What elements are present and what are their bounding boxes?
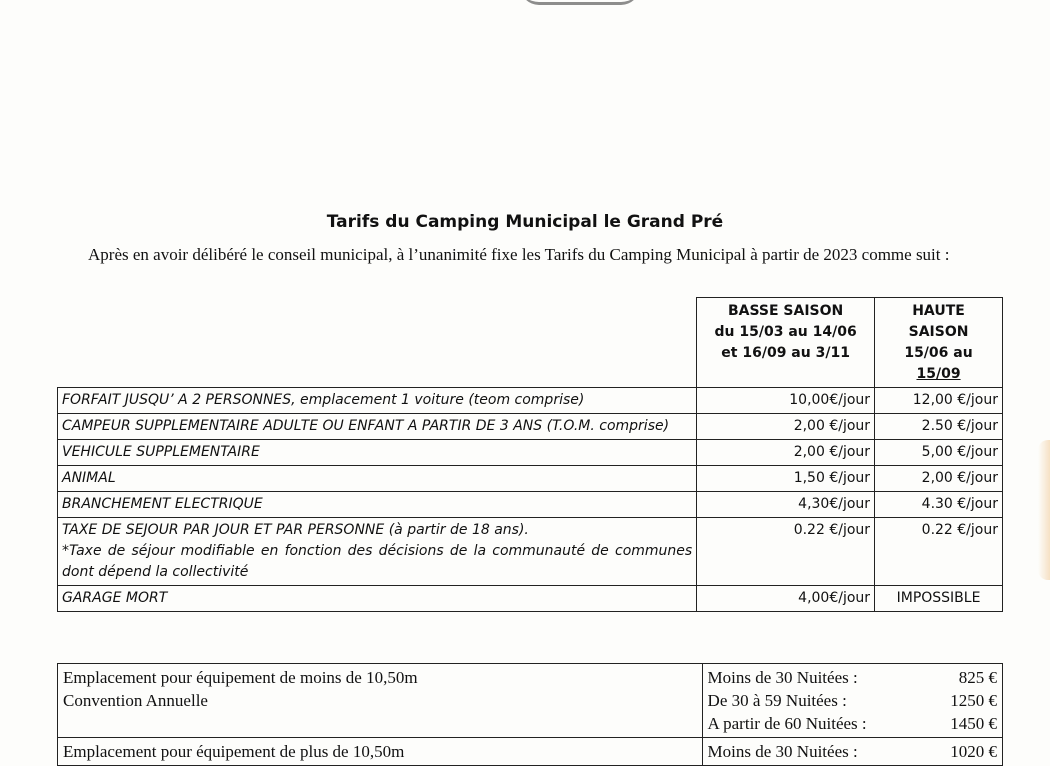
row-label [58,518,697,586]
option-price: 1020 € [950,742,997,761]
convention-prices [702,738,1002,766]
basse-title: BASSE SAISON [727,303,844,319]
table-row [58,466,1003,492]
option-price: 1250 € [950,691,997,710]
row-label: GARAGE MORT [58,586,697,612]
basse-price: 2,00 €/jour [697,440,875,466]
price-option [708,689,997,712]
header-basse-saison [697,298,875,388]
basse-period-1: du 15/03 au 14/06 [714,324,857,340]
tariff-table [57,297,1003,612]
tariff-header-row [58,298,1003,388]
table-row [58,664,1003,738]
row-label: BRANCHEMENT ELECTRIQUE [58,492,697,518]
table-row [58,414,1003,440]
haute-price: 4.30 €/jour [875,492,1003,518]
haute-title-1: HAUTE [912,303,965,319]
basse-price: 0.22 €/jour [697,518,875,586]
table-row [58,738,1003,766]
haute-title-2: SAISON [908,324,969,340]
row-label: FORFAIT JUSQU’ A 2 PERSONNES, emplacement 1 voiture (teom comprise) [58,388,697,414]
option-label: Moins de 30 Nuitées : [707,742,858,761]
haute-price: 5,00 €/jour [875,440,1003,466]
basse-price: 2,00 €/jour [697,414,875,440]
haute-price: 12,00 €/jour [875,388,1003,414]
table-row [58,586,1003,612]
table-row [58,440,1003,466]
haute-price: IMPOSSIBLE [875,586,1003,612]
tax-note: *Taxe de séjour modifiable en fonction des décisions de la communauté de communes dont dépend la collectivité [62,543,693,580]
convention-table [57,663,1003,766]
row-label: CAMPEUR SUPPLEMENTAIRE ADULTE OU ENFANT A PARTIR DE 3 ANS (T.O.M. comprise) [58,414,697,440]
haute-price: 2.50 €/jour [875,414,1003,440]
option-label: De 30 à 59 Nuitées : [707,691,847,710]
equipment-size-label: Emplacement pour équipement de moins de 10,50m [63,668,418,687]
basse-price: 4,30€/jour [697,492,875,518]
convention-type-label: Convention Annuelle [63,691,208,710]
price-option [708,712,997,735]
basse-price: 10,00€/jour [697,388,875,414]
option-price: 825 € [958,668,997,687]
convention-prices [702,664,1002,738]
convention-description [58,664,703,738]
basse-price: 4,00€/jour [697,586,875,612]
basse-period-2: et 16/09 au 3/11 [721,345,850,361]
header-haute-saison [875,298,1003,388]
haute-price: 2,00 €/jour [875,466,1003,492]
row-label: ANIMAL [58,466,697,492]
option-label: Moins de 30 Nuitées : [707,668,858,687]
table-row [58,388,1003,414]
haute-period-2: 15/09 [916,366,961,382]
header-fragment [520,0,640,5]
intro-paragraph: Après en avoir délibéré le conseil municipal, à l’unanimité fixe les Tarifs du Camping Municipal à partir de 2023 comme suit : [88,245,950,264]
table-row [58,492,1003,518]
row-label: VEHICULE SUPPLEMENTAIRE [58,440,697,466]
haute-price: 0.22 €/jour [875,518,1003,586]
convention-description: Emplacement pour équipement de plus de 10,50m [58,738,703,766]
basse-price: 1,50 €/jour [697,466,875,492]
document-title: Tarifs du Camping Municipal le Grand Pré [326,212,724,232]
option-price: 1450 € [950,714,997,733]
price-option [708,740,997,763]
option-label: A partir de 60 Nuitées : [707,714,867,733]
price-option [708,666,997,689]
table-row [58,518,1003,586]
header-empty-cell [58,298,697,388]
haute-period-1: 15/06 au [904,345,973,361]
page-edge-stain [1038,440,1050,580]
tax-label: TAXE DE SEJOUR PAR JOUR ET PAR PERSONNE (à partir de 18 ans). [62,522,529,538]
